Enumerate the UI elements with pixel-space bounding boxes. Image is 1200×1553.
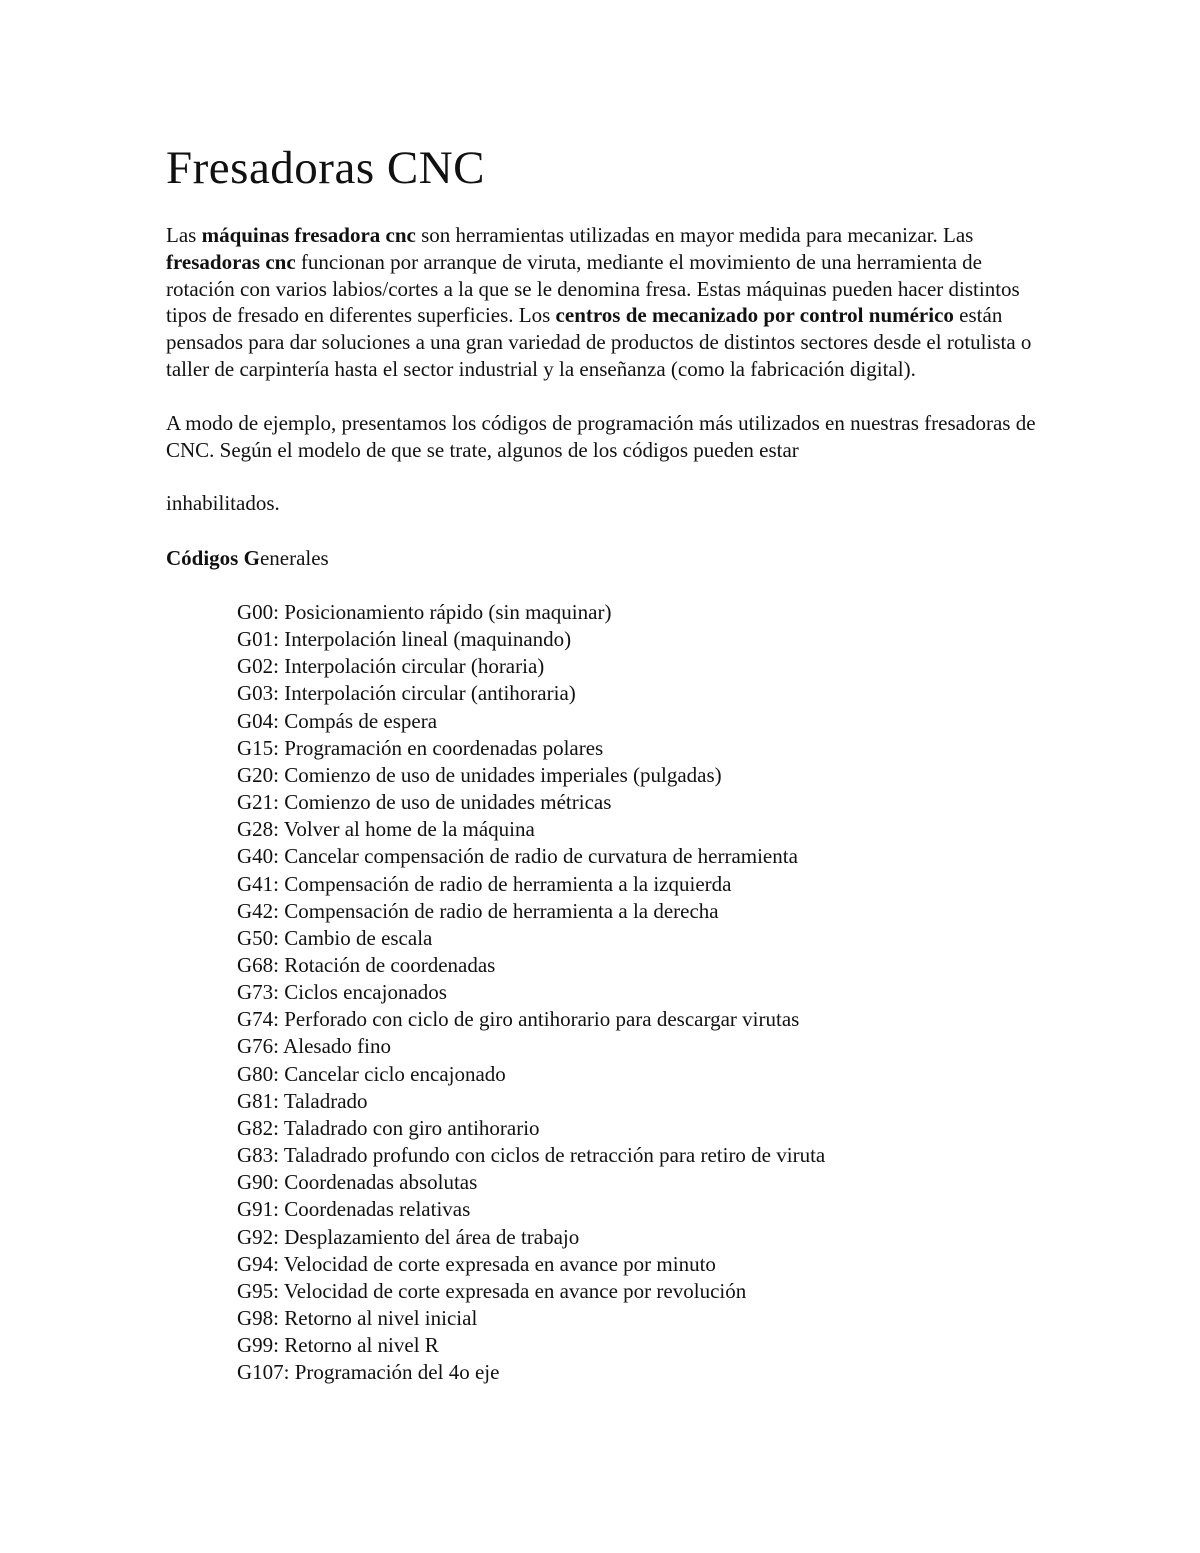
code-item: G41: Compensación de radio de herramienta a la izquierda <box>237 871 732 896</box>
code-item: G98: Retorno al nivel inicial <box>237 1306 478 1331</box>
code-item: G50: Cambio de escala <box>237 925 433 950</box>
code-item: G73: Ciclos encajonados <box>237 980 447 1005</box>
code-item: G40: Cancelar compensación de radio de curvatura de herramienta <box>237 844 798 869</box>
code-item: G95: Velocidad de corte expresada en avance por revolución <box>237 1278 747 1303</box>
code-item: G00: Posicionamiento rápido (sin maquinar) <box>237 599 612 624</box>
intro-text-2: son herramientas utilizadas en mayor medida para mecanizar. Las <box>415 223 974 247</box>
example-continuation: inhabilitados. <box>166 491 280 516</box>
intro-paragraph <box>166 222 1046 383</box>
code-item: G74: Perforado con ciclo de giro antihorario para descargar virutas <box>237 1007 800 1032</box>
intro-text-1: Las <box>166 223 202 247</box>
page-title: Fresadoras CNC <box>166 142 485 194</box>
section-heading-rest: enerales <box>259 546 329 571</box>
section-heading <box>166 545 1046 572</box>
code-item: G92: Desplazamiento del área de trabajo <box>237 1224 580 1249</box>
example-paragraph: A modo de ejemplo, presentamos los códigos de programación más utilizados en nuestras fresadoras de CNC. Según el modelo de que se trate, algunos de los códigos pueden estar <box>166 410 1036 462</box>
code-item: G20: Comienzo de uso de unidades imperiales (pulgadas) <box>237 762 722 787</box>
code-item: G03: Interpolación circular (antihoraria) <box>237 681 576 706</box>
code-item: G82: Taladrado con giro antihorario <box>237 1115 540 1140</box>
code-item: G04: Compás de espera <box>237 708 438 733</box>
code-item: G80: Cancelar ciclo encajonado <box>237 1061 506 1086</box>
intro-bold-3: centros de mecanizado por control numérico <box>555 303 954 328</box>
section-heading-bold: Códigos G <box>166 546 260 571</box>
intro-text-3: funcionan por arranque de viruta, mediante el movimiento de una herramienta de rotación con varios labios/cortes a la que se le denomina fresa. Estas máquinas pueden hacer distintos tipos de fresado en diferentes superficies. Los <box>166 249 1020 328</box>
codes-list <box>166 599 1046 1387</box>
code-item: G28: Volver al home de la máquina <box>237 817 535 842</box>
code-item: G94: Velocidad de corte expresada en avance por minuto <box>237 1251 716 1276</box>
code-item: G81: Taladrado <box>237 1088 368 1113</box>
document-page <box>166 140 1046 1387</box>
code-item: G01: Interpolación lineal (maquinando) <box>237 627 572 652</box>
intro-text-4: están pensados para dar soluciones a una gran variedad de productos de distintos sectores desde el rotulista o taller de carpintería hasta el sector industrial y la enseñanza (como la fabricación digital). <box>166 303 1032 381</box>
code-item: G42: Compensación de radio de herramienta a la derecha <box>237 898 719 923</box>
code-item: G68: Rotación de coordenadas <box>237 953 496 977</box>
code-item: G21: Comienzo de uso de unidades métricas <box>237 790 612 815</box>
code-item: G99: Retorno al nivel R <box>237 1333 439 1358</box>
intro-bold-2: fresadoras cnc <box>166 249 296 274</box>
code-item: G107: Programación del 4o eje <box>237 1360 500 1385</box>
intro-bold-1: máquinas fresadora cnc <box>201 223 416 247</box>
code-item: G91: Coordenadas relativas <box>237 1197 471 1222</box>
code-item: G02: Interpolación circular (horaria) <box>237 654 545 679</box>
code-item: G83: Taladrado profundo con ciclos de retracción para retiro de viruta <box>237 1143 826 1168</box>
code-item: G76: Alesado fino <box>237 1034 391 1059</box>
code-item: G15: Programación en coordenadas polares <box>237 735 604 760</box>
code-item: G90: Coordenadas absolutas <box>237 1170 478 1195</box>
